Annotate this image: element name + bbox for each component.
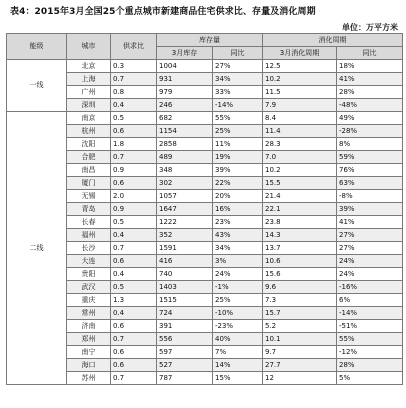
- table-row: [7, 86, 403, 99]
- table-row: [7, 125, 403, 138]
- cycle-cell: 7.0: [263, 151, 337, 164]
- cycle-cell: 21.4: [263, 190, 337, 203]
- ratio-cell: 0.4: [111, 307, 157, 320]
- header-cycle-yoy: 同比: [337, 47, 403, 60]
- ratio-cell: 2.0: [111, 190, 157, 203]
- table-row: [7, 216, 403, 229]
- header-ratio: 供求比: [111, 34, 157, 60]
- inventory-cell: 391: [157, 320, 213, 333]
- inventory-cell: 740: [157, 268, 213, 281]
- ratio-cell: 0.7: [111, 372, 157, 385]
- city-cell: 贵阳: [67, 268, 111, 281]
- table-row: [7, 268, 403, 281]
- inventory-cell: 787: [157, 372, 213, 385]
- header-tier: 能级: [7, 34, 67, 60]
- header-city: 城市: [67, 34, 111, 60]
- cycle-yoy-cell: 28%: [337, 86, 403, 99]
- city-cell: 福州: [67, 229, 111, 242]
- inventory-yoy-cell: 33%: [213, 86, 263, 99]
- cycle-cell: 11.4: [263, 125, 337, 138]
- inventory-yoy-cell: 39%: [213, 164, 263, 177]
- cycle-yoy-cell: -12%: [337, 346, 403, 359]
- cycle-cell: 10.2: [263, 73, 337, 86]
- city-cell: 广州: [67, 86, 111, 99]
- city-cell: 武汉: [67, 281, 111, 294]
- inventory-yoy-cell: 22%: [213, 177, 263, 190]
- inventory-yoy-cell: 16%: [213, 203, 263, 216]
- cycle-cell: 15.7: [263, 307, 337, 320]
- inventory-cell: 302: [157, 177, 213, 190]
- city-cell: 郑州: [67, 333, 111, 346]
- inventory-yoy-cell: 3%: [213, 255, 263, 268]
- header-inventory-group: 库存量: [157, 34, 263, 47]
- city-cell: 上海: [67, 73, 111, 86]
- table-row: [7, 203, 403, 216]
- cycle-yoy-cell: 39%: [337, 203, 403, 216]
- ratio-cell: 0.5: [111, 112, 157, 125]
- city-cell: 济南: [67, 320, 111, 333]
- table-row: [7, 229, 403, 242]
- inventory-yoy-cell: 40%: [213, 333, 263, 346]
- cycle-cell: 10.6: [263, 255, 337, 268]
- table-row: [7, 164, 403, 177]
- inventory-cell: 1403: [157, 281, 213, 294]
- inventory-cell: 931: [157, 73, 213, 86]
- header-row-1: [7, 34, 403, 47]
- cycle-yoy-cell: -8%: [337, 190, 403, 203]
- inventory-yoy-cell: 15%: [213, 372, 263, 385]
- cycle-cell: 9.6: [263, 281, 337, 294]
- city-cell: 常州: [67, 307, 111, 320]
- cycle-yoy-cell: -14%: [337, 307, 403, 320]
- ratio-cell: 0.6: [111, 177, 157, 190]
- ratio-cell: 0.4: [111, 99, 157, 112]
- inventory-yoy-cell: -10%: [213, 307, 263, 320]
- cycle-cell: 27.7: [263, 359, 337, 372]
- supply-demand-table: [6, 33, 403, 385]
- cycle-yoy-cell: 27%: [337, 229, 403, 242]
- cycle-yoy-cell: 6%: [337, 294, 403, 307]
- inventory-yoy-cell: 23%: [213, 216, 263, 229]
- table-row: [7, 320, 403, 333]
- header-inventory: 3月库存: [157, 47, 213, 60]
- cycle-cell: 15.6: [263, 268, 337, 281]
- ratio-cell: 0.6: [111, 359, 157, 372]
- city-cell: 青岛: [67, 203, 111, 216]
- table-row: [7, 138, 403, 151]
- ratio-cell: 0.3: [111, 60, 157, 73]
- cycle-yoy-cell: 5%: [337, 372, 403, 385]
- cycle-yoy-cell: 49%: [337, 112, 403, 125]
- ratio-cell: 0.7: [111, 242, 157, 255]
- inventory-yoy-cell: 7%: [213, 346, 263, 359]
- cycle-yoy-cell: 41%: [337, 216, 403, 229]
- ratio-cell: 0.7: [111, 333, 157, 346]
- cycle-yoy-cell: 76%: [337, 164, 403, 177]
- ratio-cell: 0.8: [111, 86, 157, 99]
- table-row: [7, 177, 403, 190]
- header-cycle: 3月消化周期: [263, 47, 337, 60]
- ratio-cell: 0.5: [111, 216, 157, 229]
- table-row: [7, 190, 403, 203]
- inventory-cell: 489: [157, 151, 213, 164]
- header-inventory-yoy: 同比: [213, 47, 263, 60]
- inventory-cell: 682: [157, 112, 213, 125]
- cycle-yoy-cell: 59%: [337, 151, 403, 164]
- city-cell: 沈阳: [67, 138, 111, 151]
- cycle-cell: 15.5: [263, 177, 337, 190]
- table-row: [7, 281, 403, 294]
- table-body: [7, 60, 403, 385]
- city-cell: 南京: [67, 112, 111, 125]
- cycle-cell: 13.7: [263, 242, 337, 255]
- inventory-cell: 1154: [157, 125, 213, 138]
- inventory-cell: 527: [157, 359, 213, 372]
- ratio-cell: 0.6: [111, 125, 157, 138]
- table-row: [7, 99, 403, 112]
- cycle-cell: 10.2: [263, 164, 337, 177]
- cycle-cell: 5.2: [263, 320, 337, 333]
- tier-cell: 二线: [7, 112, 67, 385]
- table-row: [7, 294, 403, 307]
- inventory-cell: 979: [157, 86, 213, 99]
- cycle-cell: 22.1: [263, 203, 337, 216]
- city-cell: 无锡: [67, 190, 111, 203]
- inventory-yoy-cell: 25%: [213, 294, 263, 307]
- city-cell: 深圳: [67, 99, 111, 112]
- cycle-cell: 23.8: [263, 216, 337, 229]
- inventory-yoy-cell: 20%: [213, 190, 263, 203]
- cycle-yoy-cell: 41%: [337, 73, 403, 86]
- ratio-cell: 0.7: [111, 151, 157, 164]
- table-row: [7, 307, 403, 320]
- city-cell: 合肥: [67, 151, 111, 164]
- inventory-yoy-cell: 27%: [213, 60, 263, 73]
- inventory-cell: 2858: [157, 138, 213, 151]
- cycle-yoy-cell: -48%: [337, 99, 403, 112]
- inventory-cell: 556: [157, 333, 213, 346]
- table-row: [7, 255, 403, 268]
- inventory-cell: 1004: [157, 60, 213, 73]
- ratio-cell: 0.6: [111, 320, 157, 333]
- ratio-cell: 1.8: [111, 138, 157, 151]
- inventory-yoy-cell: -1%: [213, 281, 263, 294]
- table-row: [7, 242, 403, 255]
- table-row: [7, 346, 403, 359]
- cycle-cell: 11.5: [263, 86, 337, 99]
- cycle-yoy-cell: 27%: [337, 242, 403, 255]
- inventory-yoy-cell: 11%: [213, 138, 263, 151]
- inventory-cell: 416: [157, 255, 213, 268]
- inventory-cell: 1591: [157, 242, 213, 255]
- city-cell: 重庆: [67, 294, 111, 307]
- cycle-cell: 7.9: [263, 99, 337, 112]
- inventory-yoy-cell: 25%: [213, 125, 263, 138]
- inventory-cell: 352: [157, 229, 213, 242]
- city-cell: 厦门: [67, 177, 111, 190]
- cycle-yoy-cell: 63%: [337, 177, 403, 190]
- table-row: [7, 359, 403, 372]
- inventory-yoy-cell: 43%: [213, 229, 263, 242]
- city-cell: 杭州: [67, 125, 111, 138]
- ratio-cell: 0.4: [111, 229, 157, 242]
- city-cell: 长沙: [67, 242, 111, 255]
- city-cell: 北京: [67, 60, 111, 73]
- cycle-yoy-cell: 18%: [337, 60, 403, 73]
- inventory-cell: 724: [157, 307, 213, 320]
- cycle-cell: 28.3: [263, 138, 337, 151]
- inventory-cell: 1222: [157, 216, 213, 229]
- ratio-cell: 0.4: [111, 268, 157, 281]
- ratio-cell: 0.6: [111, 255, 157, 268]
- table-row: [7, 333, 403, 346]
- city-cell: 海口: [67, 359, 111, 372]
- city-cell: 南昌: [67, 164, 111, 177]
- cycle-yoy-cell: 55%: [337, 333, 403, 346]
- table-row: [7, 60, 403, 73]
- cycle-yoy-cell: 24%: [337, 255, 403, 268]
- table-row: [7, 372, 403, 385]
- ratio-cell: 0.7: [111, 73, 157, 86]
- cycle-yoy-cell: -28%: [337, 125, 403, 138]
- table-header: [7, 34, 403, 60]
- cycle-cell: 8.4: [263, 112, 337, 125]
- table-row: [7, 112, 403, 125]
- inventory-yoy-cell: -23%: [213, 320, 263, 333]
- inventory-cell: 1057: [157, 190, 213, 203]
- unit-label: 单位：万平方米: [342, 23, 398, 32]
- inventory-cell: 246: [157, 99, 213, 112]
- inventory-cell: 597: [157, 346, 213, 359]
- ratio-cell: 0.9: [111, 203, 157, 216]
- cycle-yoy-cell: -16%: [337, 281, 403, 294]
- table-title: 表4：2015年3月全国25个重点城市新建商品住宅供求比、存量及消化周期: [10, 7, 316, 17]
- inventory-yoy-cell: 14%: [213, 359, 263, 372]
- ratio-cell: 0.5: [111, 281, 157, 294]
- city-cell: 南宁: [67, 346, 111, 359]
- inventory-yoy-cell: -14%: [213, 99, 263, 112]
- cycle-yoy-cell: 24%: [337, 268, 403, 281]
- cycle-cell: 12: [263, 372, 337, 385]
- table-row: [7, 151, 403, 164]
- tier-cell: 一线: [7, 60, 67, 112]
- cycle-yoy-cell: 28%: [337, 359, 403, 372]
- inventory-cell: 1647: [157, 203, 213, 216]
- city-cell: 苏州: [67, 372, 111, 385]
- cycle-cell: 10.1: [263, 333, 337, 346]
- cycle-cell: 9.7: [263, 346, 337, 359]
- city-cell: 长春: [67, 216, 111, 229]
- inventory-cell: 348: [157, 164, 213, 177]
- inventory-yoy-cell: 24%: [213, 268, 263, 281]
- cycle-cell: 14.3: [263, 229, 337, 242]
- inventory-yoy-cell: 34%: [213, 242, 263, 255]
- inventory-yoy-cell: 34%: [213, 73, 263, 86]
- cycle-cell: 7.3: [263, 294, 337, 307]
- city-cell: 大连: [67, 255, 111, 268]
- ratio-cell: 1.3: [111, 294, 157, 307]
- inventory-yoy-cell: 19%: [213, 151, 263, 164]
- inventory-yoy-cell: 55%: [213, 112, 263, 125]
- inventory-cell: 1515: [157, 294, 213, 307]
- cycle-yoy-cell: 8%: [337, 138, 403, 151]
- ratio-cell: 0.9: [111, 164, 157, 177]
- cycle-yoy-cell: -51%: [337, 320, 403, 333]
- cycle-cell: 12.5: [263, 60, 337, 73]
- header-cycle-group: 消化周期: [263, 34, 403, 47]
- ratio-cell: 0.6: [111, 346, 157, 359]
- table-row: [7, 73, 403, 86]
